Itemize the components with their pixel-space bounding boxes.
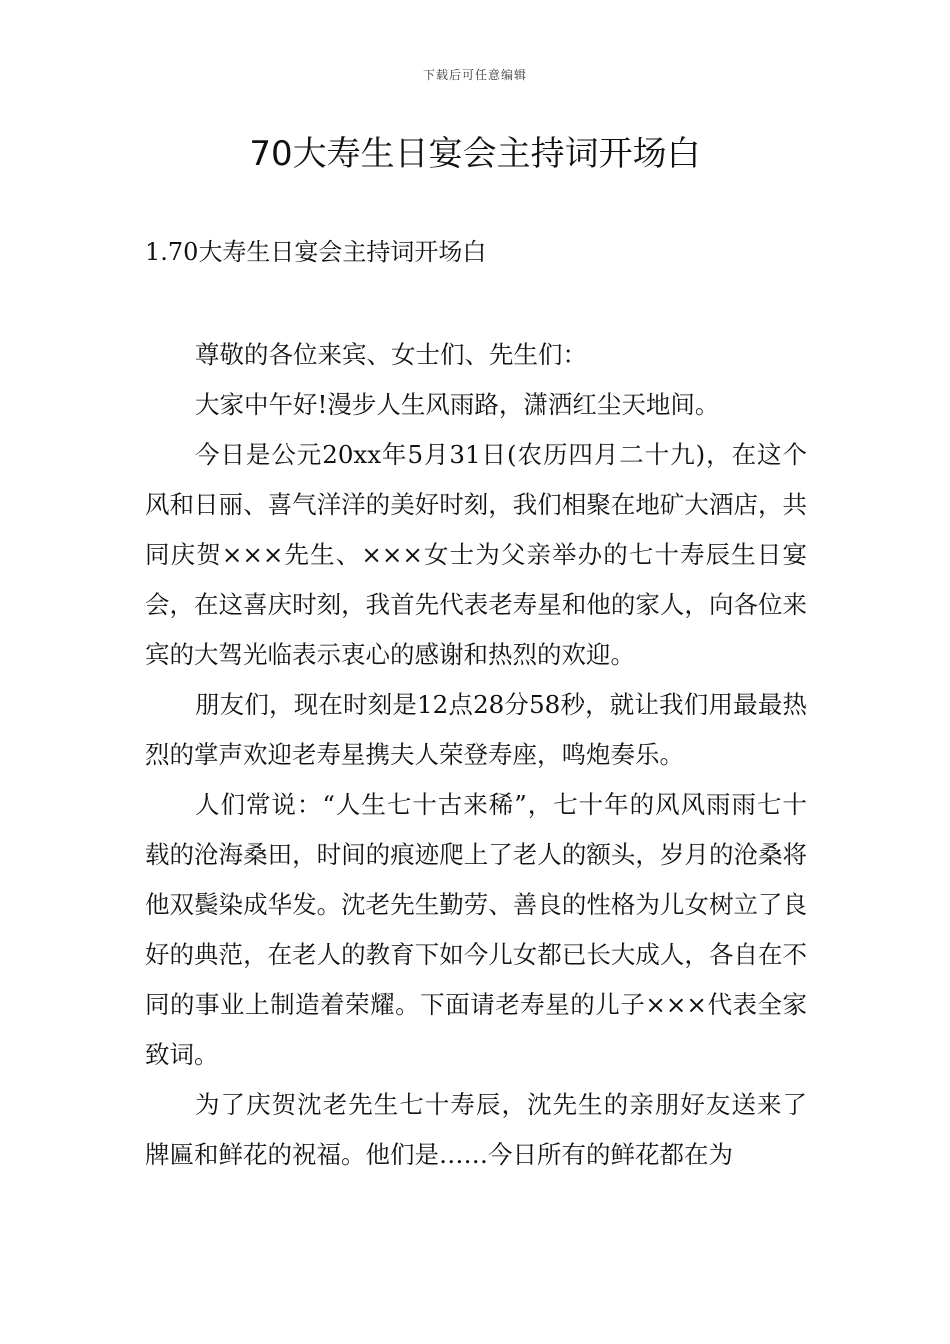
paragraph-opening: 大家中午好!漫步人生风雨路，潇洒红尘天地间。 — [195, 390, 720, 419]
paragraph-date: 今日是公元20xx年5月31日(农历四月二十九)，在这个风和日丽、喜气洋洋的美好时刻，我们相聚在地矿大酒店，共同庆贺×××先生、×××女士为父亲举办的七十寿辰生日宴会，在这喜庆时刻，我首先代表老寿星和他的家人，向各位来宾的大驾光临表示衷心的感谢和热烈的欢迎。 — [145, 440, 807, 669]
paragraph-greeting: 尊敬的各位来宾、女士们、先生们： — [195, 340, 587, 369]
paragraph-saying: 人们常说：“人生七十古来稀”，七十年的风风雨雨七十载的沧海桑田，时间的痕迹爬上了老人的额头，岁月的沧桑将他双鬓染成华发。沈老先生勤劳、善良的性格为儿女树立了良好的典范，在老人的教育下如今儿女都已长大成人，各自在不同的事业上制造着荣耀。下面请老寿星的儿子×××代表全家致词。 — [145, 790, 807, 1069]
header-note: 下载后可任意编辑 — [422, 68, 527, 82]
section-heading: 1.70大寿生日宴会主持词开场白 — [145, 238, 487, 266]
document-body — [145, 330, 807, 1180]
paragraph-gifts: 为了庆贺沈老先生七十寿辰，沈先生的亲朋好友送来了牌匾和鲜花的祝福。他们是……今日所有的鲜花都在为 — [145, 1090, 807, 1169]
document-title: 70大寿生日宴会主持词开场白 — [249, 134, 701, 174]
paragraph-time: 朋友们，现在时刻是12点28分58秒，就让我们用最最热烈的掌声欢迎老寿星携夫人荣登寿座，鸣炮奏乐。 — [145, 690, 807, 769]
